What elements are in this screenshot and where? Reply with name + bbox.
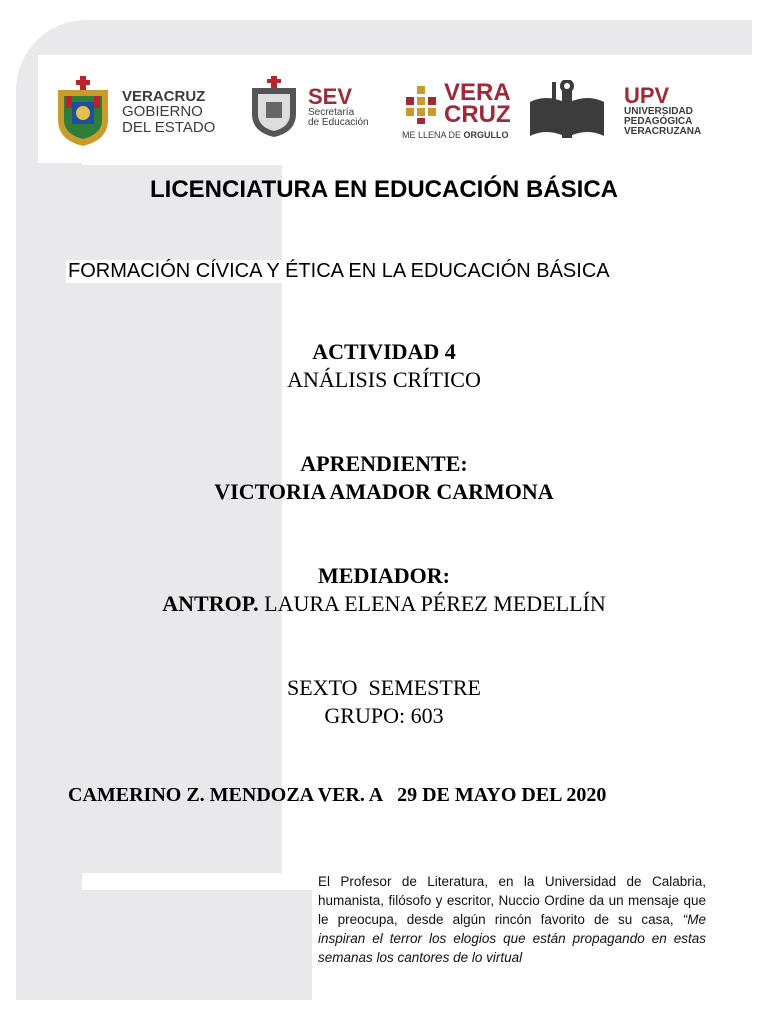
mediator-block — [0, 562, 768, 618]
place-and-date: CAMERINO Z. MENDOZA VER. A 29 DE MAYO DEL 2020 — [68, 784, 607, 806]
activity-label: ACTIVIDAD 4 — [312, 339, 456, 364]
tagline-pre: ME LLENA DE — [402, 130, 464, 140]
tagline-bold: ORGULLO — [463, 130, 509, 140]
upv-line2: PEDAGÓGICA — [624, 116, 693, 128]
quote-normal-text: El Profesor de Literatura, en la Universidad de Calabria, humanista, filósofo y escritor, Nuccio Ordine da un mensaje que le preocupa, desde algún rincón favorito de su casa, — [318, 874, 706, 927]
veracruz-line2: CRUZ — [444, 101, 511, 128]
quote-italic-text: “Me inspiran el terror los elogios que están propagando en estas semanas los cantores de lo virtual — [318, 912, 706, 965]
mediator-title: ANTROP. — [162, 591, 259, 616]
sev-name: SEV — [308, 83, 353, 109]
sev-shield-icon — [248, 76, 300, 138]
semester-block — [0, 674, 768, 730]
quote-paragraph — [318, 872, 706, 967]
activity-name: ANÁLISIS CRÍTICO — [287, 367, 481, 392]
gobierno-line1: VERACRUZ — [122, 88, 206, 106]
gobierno-line3: DEL ESTADO — [122, 118, 216, 136]
degree-title: LICENCIATURA EN EDUCACIÓN BÁSICA — [150, 176, 618, 203]
mediator-label: MEDIADOR: — [318, 563, 450, 588]
aztec-pattern-icon — [402, 84, 440, 124]
upv-book-icon — [528, 80, 606, 142]
veracruz-tagline — [402, 131, 509, 140]
gobierno-line2: GOBIERNO — [122, 103, 203, 121]
upv-line3: VERACRUZANA — [624, 126, 702, 138]
veracruz-line1: VERA — [444, 79, 511, 106]
upv-line1: UNIVERSIDAD — [624, 105, 693, 117]
mediator-name: LAURA ELENA PÉREZ MEDELLÍN — [264, 591, 606, 616]
veracruz-orgullo-logo — [402, 79, 511, 140]
upv-name: UPV — [624, 82, 670, 108]
gobierno-veracruz-logo — [52, 76, 215, 148]
student-name: VICTORIA AMADOR CARMONA — [214, 479, 554, 504]
upv-logo — [528, 80, 701, 142]
group: GRUPO: 603 — [324, 703, 444, 728]
subject-title: FORMACIÓN CÍVICA Y ÉTICA EN LA EDUCACIÓN BÁSICA — [68, 260, 610, 282]
sev-line2: de Educación — [308, 117, 369, 129]
mediator-line — [0, 590, 768, 618]
bottom-gray-strip — [16, 890, 312, 1000]
sev-line1: Secretaría — [308, 107, 355, 119]
student-label: APRENDIENTE: — [300, 451, 468, 476]
semester: SEXTO SEMESTRE — [287, 675, 481, 700]
veracruz-shield-icon — [52, 76, 114, 148]
sev-logo — [248, 76, 369, 138]
activity-block — [0, 338, 768, 394]
student-block — [0, 450, 768, 506]
